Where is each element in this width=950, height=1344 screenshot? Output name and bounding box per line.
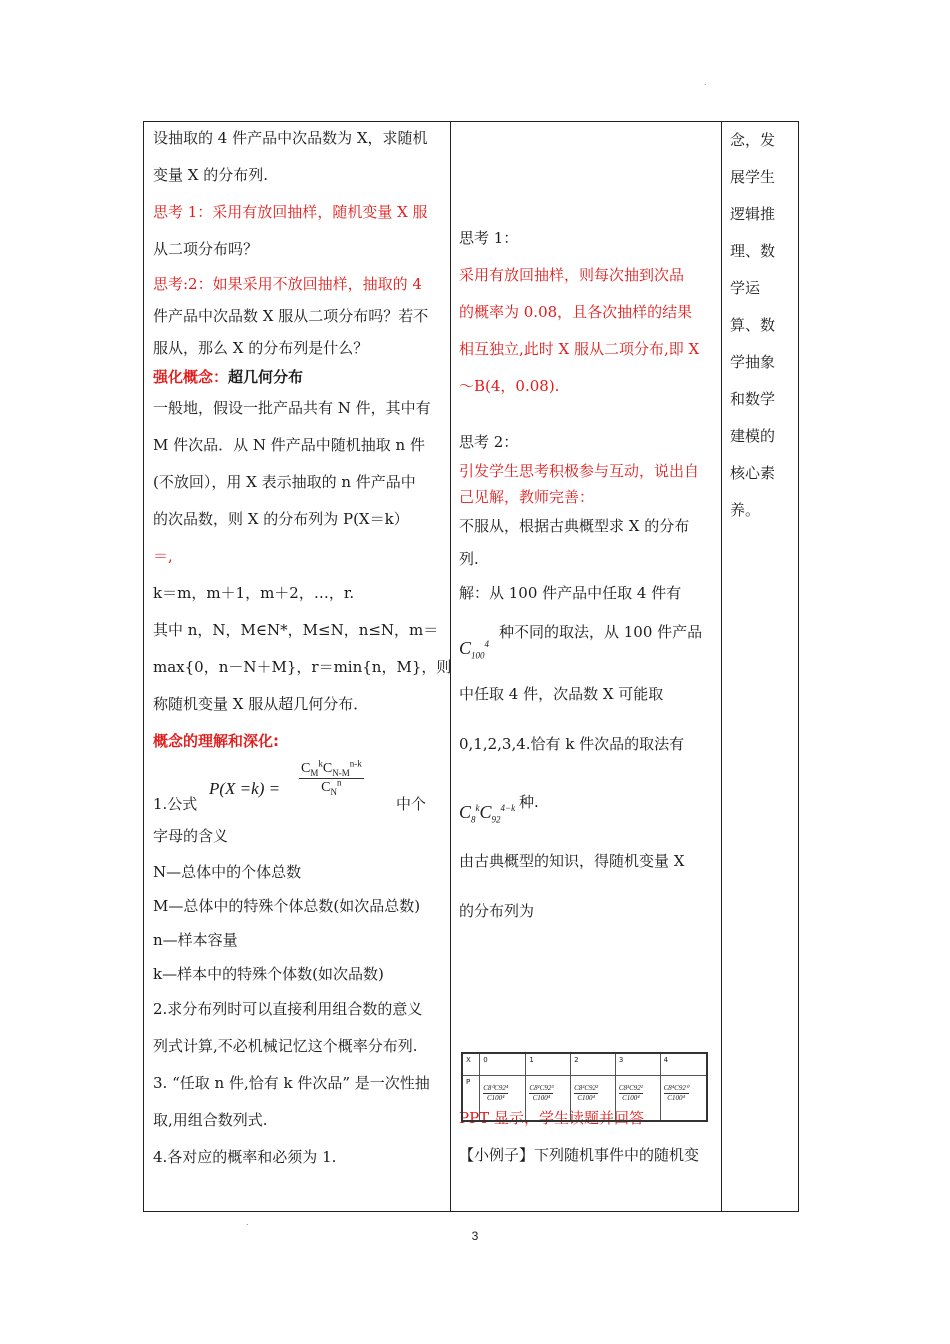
- definition-text: k＝m，m＋1，m＋2，…，r.: [153, 584, 355, 602]
- table-row: [462, 1075, 707, 1121]
- answer-2-text: 列.: [459, 550, 479, 568]
- question-2: 思考:2：如果采用不放回抽样，抽取的 4: [153, 275, 422, 293]
- probability-cell: $\frac{\text{C8¹C92³}}{\text{C100⁴}}$: [526, 1075, 571, 1121]
- design-intent-line: 算、数: [730, 316, 776, 334]
- formula-lhs: P(X =k) =: [209, 779, 281, 798]
- definition-text: 的次品数，则 X 的分布列为 P(X＝k）: [153, 510, 409, 528]
- page-number: 3: [471, 1229, 479, 1243]
- definition-text: 其中 n，N，M∈N*，M≤N，n≤N，m＝: [153, 621, 439, 639]
- answer-1-text: 相互独立,此时 X 服从二项分布,即 X: [459, 340, 700, 358]
- definition-text: max{0，n－N＋M}，r＝min{n，M}，则: [153, 658, 452, 676]
- definition-text: 称随机变量 X 服从超几何分布．: [153, 695, 369, 713]
- combination-c100-4: $C_{100}^4$: [459, 638, 490, 661]
- solution-text: 中任取 4 件，次品数 X 可能取: [459, 685, 664, 703]
- table-header-cell: 1: [526, 1053, 571, 1075]
- concept-heading: 强化概念：超几何分布: [153, 368, 304, 386]
- note-item: 3. “任取 n 件,恰有 k 件次品” 是一次性抽: [153, 1074, 430, 1092]
- question-2-cont: 件产品中次品数 X 服从二项分布吗？若不: [153, 307, 429, 325]
- note-item: 列式计算,不必机械记忆这个概率分布列.: [153, 1037, 418, 1055]
- note-item: 2.求分布列时可以直接利用组合数的意义: [153, 1000, 423, 1018]
- design-intent-line: 学运: [730, 279, 761, 297]
- table-header-cell: X: [462, 1053, 480, 1075]
- meaning-item: k—样本中的特殊个体数(如次品数): [153, 965, 384, 983]
- probability-cell: $\frac{\text{C8⁰C92⁴}}{\text{C100⁴}}$: [480, 1075, 526, 1121]
- table-header-cell: 3: [615, 1053, 660, 1075]
- formula-suffix: 中个: [396, 795, 427, 813]
- teaching-content-column: [153, 122, 452, 1211]
- meaning-item: M—总体中的特殊个体总数(如次品总数): [153, 897, 421, 915]
- formula-fraction: [299, 760, 364, 797]
- ppt-note: PPT 显示，学生读题并回答: [459, 1109, 644, 1127]
- solution-text: 种不同的取法，从 100 件产品: [499, 623, 703, 641]
- probability-cell: $\frac{\text{C8²C92²}}{\text{C100⁴}}$: [571, 1075, 616, 1121]
- corner-mark: .: [704, 78, 707, 87]
- design-intent-line: 和数学: [730, 390, 776, 408]
- question-2-cont: 服从，那么 X 的分布列是什么？: [153, 339, 369, 357]
- solution-combination-line-2: [459, 768, 719, 834]
- combination-ck8-c92: $C_8^kC_{92}^{4-k}$: [459, 802, 516, 825]
- example-line: 【小例子】下列随机事件中的随机变: [459, 1146, 700, 1164]
- intro-text: 设抽取的 4 件产品中次品数为 X，求随机: [153, 129, 428, 147]
- answer-1-text: ～B(4，0.08).: [459, 377, 560, 395]
- solution-text: 解：从 100 件产品中任取 4 件有: [459, 584, 682, 602]
- hypergeometric-formula: [153, 760, 443, 824]
- corner-mark: .: [246, 1218, 249, 1227]
- design-intent-line: 理、数: [730, 242, 776, 260]
- meaning-item: N—总体中的个体总数: [153, 863, 302, 881]
- design-intent-line: 逻辑推: [730, 205, 776, 223]
- table-header-cell: 4: [660, 1053, 707, 1075]
- definition-text: (不放回），用 X 表示抽取的 n 件产品中: [153, 473, 416, 491]
- table-header-cell: 2: [571, 1053, 616, 1075]
- answer-1-text: 的概率为 0.08，且各次抽样的结果: [459, 303, 693, 321]
- meaning-item: n—样本容量: [153, 931, 238, 949]
- table-header-row: [462, 1053, 707, 1075]
- note-item: 取,用组合数列式.: [153, 1111, 268, 1129]
- column-divider: [721, 122, 722, 1211]
- answer-1-title: 思考 1：: [459, 229, 519, 247]
- solution-text: 的分布列为: [459, 902, 535, 920]
- design-intent-line: 养。: [730, 501, 761, 519]
- formula-numerator: $C_M^kC_{N-M}^{n-k}$: [301, 758, 362, 778]
- answer-1-text: 采用有放回抽样，则每次抽到次品: [459, 266, 685, 284]
- letters-meaning: 字母的含义: [153, 827, 229, 845]
- solution-combination-line: [459, 612, 719, 668]
- answer-2-text: 己见解，教师完善：: [459, 488, 595, 506]
- question-1: 思考 1：采用有放回抽样，随机变量 X 服: [153, 203, 428, 221]
- table-header-cell: 0: [480, 1053, 526, 1075]
- definition-text: 一般地，假设一批产品共有 N 件，其中有: [153, 399, 431, 417]
- lesson-table: [143, 121, 799, 1212]
- definition-text: M 件次品．从 N 件产品中随机抽取 n 件: [153, 436, 425, 454]
- distribution-table: [461, 1052, 708, 1122]
- deepening-heading: 概念的理解和深化:: [153, 732, 279, 750]
- solution-text: 0,1,2,3,4.恰有 k 件次品的取法有: [459, 735, 685, 753]
- question-1-cont: 从二项分布吗？: [153, 240, 259, 258]
- intro-text: 变量 X 的分布列.: [153, 166, 268, 184]
- definition-text: ＝,: [153, 547, 173, 565]
- design-intent-line: 核心素: [730, 464, 776, 482]
- design-intent-line: 念，发: [730, 131, 776, 149]
- design-intent-column: [730, 122, 790, 1211]
- probability-cell: $\frac{\text{C8⁴C92⁰}}{\text{C100⁴}}$: [660, 1075, 707, 1121]
- table-row-label: P: [462, 1075, 480, 1121]
- probability-cell: $\frac{\text{C8³C92¹}}{\text{C100⁴}}$: [615, 1075, 660, 1121]
- answer-2-text: 不服从，根据古典概型求 X 的分布: [459, 517, 690, 535]
- student-activity-column: [459, 122, 719, 1211]
- formula-denominator: $C_N^n$: [321, 777, 342, 797]
- design-intent-line: 展学生: [730, 168, 776, 186]
- design-intent-line: 建模的: [730, 427, 776, 445]
- note-item: 4.各对应的概率和必须为 1.: [153, 1148, 337, 1166]
- solution-text: 种.: [519, 793, 539, 811]
- answer-2-title: 思考 2：: [459, 433, 519, 451]
- solution-text: 由古典概型的知识，得随机变量 X: [459, 852, 685, 870]
- answer-2-text: 引发学生思考积极参与互动，说出自: [459, 462, 700, 480]
- design-intent-line: 学抽象: [730, 353, 776, 371]
- formula-label: 1.公式: [153, 795, 198, 813]
